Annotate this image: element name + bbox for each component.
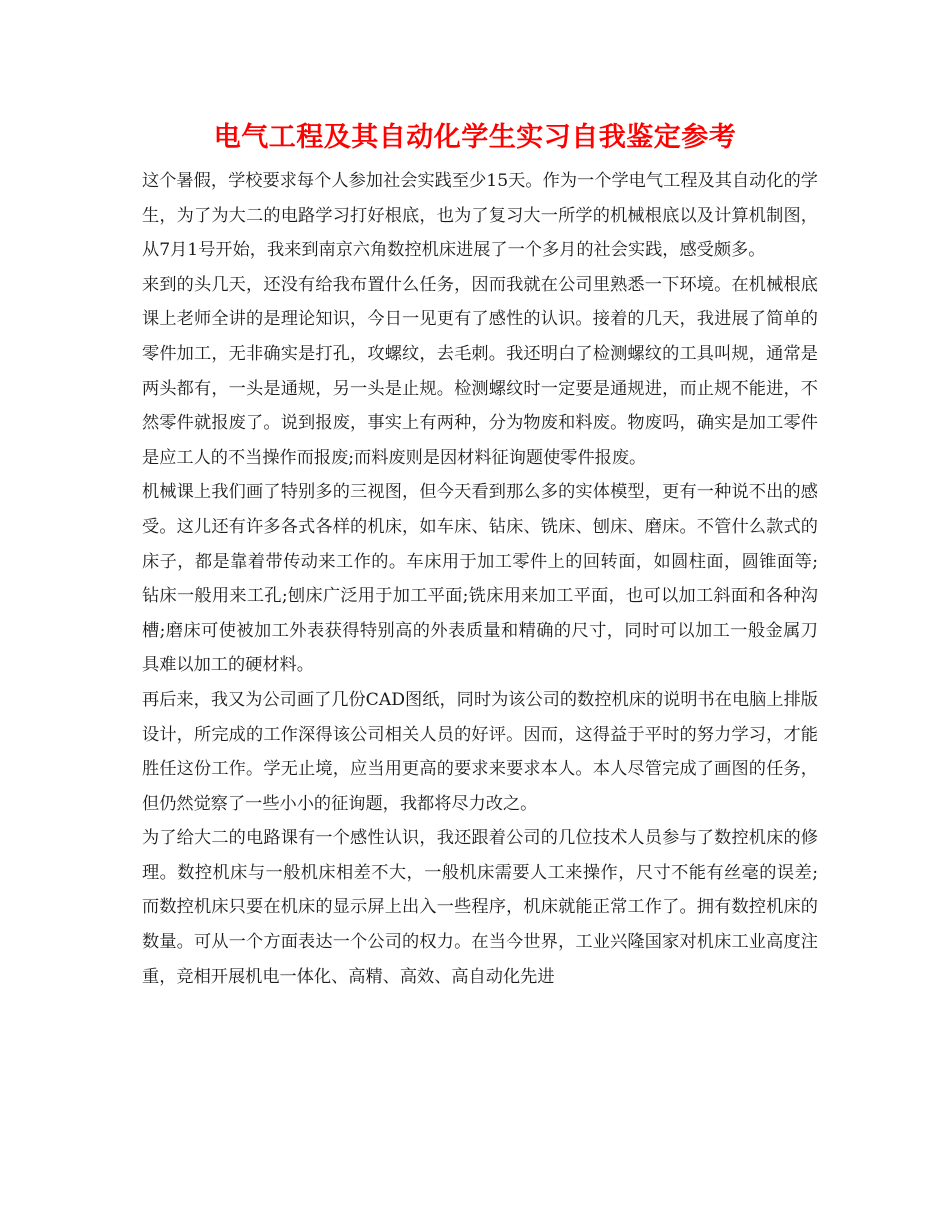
paragraph: 来到的头几天，还没有给我布置什么任务，因而我就在公司里熟悉一下环境。在机械根底课上老师全讲的是理论知识，今日一见更有了感性的认识。接着的几天，我进展了简单的零件加工，无非确实是打孔，攻螺纹，去毛刺。我还明白了检测螺纹的工具叫规，通常是两头都有，一头是通规，另一头是止规。检测螺纹时一定要是通规进，而止规不能进，不然零件就报废了。说到报废，事实上有两种，分为物废和料废。物废吗，确实是加工零件是应工人的不当操作而报废;而料废则是因材料征询题使零件报废。 [142, 274, 818, 468]
paragraph: 再后来，我又为公司画了几份CAD图纸，同时为该公司的数控机床的说明书在电脑上排版设计，所完成的工作深得该公司相关人员的好评。因而，这得益于平时的努力学习，才能胜任这份工作。学无止境，应当用更高的要求来要求本人。本人尽管完成了画图的任务，但仍然觉察了一些小小的征询题，我都将尽力改之。 [142, 689, 818, 814]
document-body [142, 164, 818, 994]
paragraph: 机械课上我们画了特别多的三视图，但今天看到那么多的实体模型，更有一种说不出的感受。这儿还有许多各式各样的机床，如车床、钻床、铣床、刨床、磨床。不管什么款式的床子，都是靠着带传动来工作的。车床用于加工零件上的回转面，如圆柱面，圆锥面等;钻床一般用来工孔;刨床广泛用于加工平面;铣床用来加工平面，也可以加工斜面和各种沟槽;磨床可使被加工外表获得特别高的外表质量和精确的尺寸，同时可以加工一般金属刀具难以加工的硬材料。 [142, 482, 818, 676]
paragraph: 为了给大二的电路课有一个感性认识，我还跟着公司的几位技术人员参与了数控机床的修理。数控机床与一般机床相差不大，一般机床需要人工来操作，尺寸不能有丝毫的误差;而数控机床只要在机床的显示屏上出入一些程序，机床就能正常工作了。拥有数控机床的数量。可从一个方面表达一个公司的权力。在当今世界，工业兴隆国家对机床工业高度注重，竞相开展机电一体化、高精、高效、高自动化先进 [142, 828, 818, 987]
document-title: 电气工程及其自动化学生实习自我鉴定参考 [213, 122, 737, 153]
paragraph: 这个暑假，学校要求每个人参加社会实践至少15天。作为一个学电气工程及其自动化的学生，为了为大二的电路学习打好根底，也为了复习大一所学的机械根底以及计算机制图，从7月1号开始，我来到南京六角数控机床进展了一个多月的社会实践，感受颇多。 [142, 171, 818, 261]
